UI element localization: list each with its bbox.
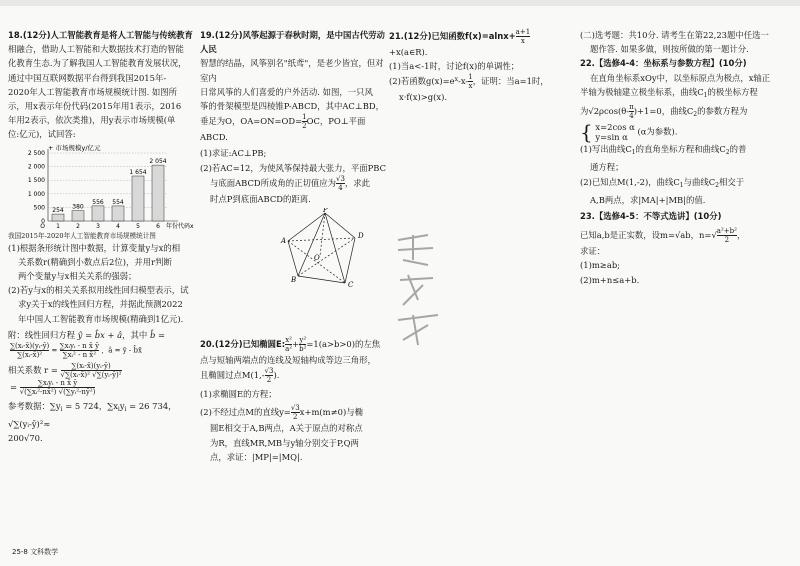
a-hat-formula: ，â = ȳ - b̂x̄ bbox=[101, 346, 142, 355]
q18-line: 通过中国互联网数据平台得到我国2015年- bbox=[8, 72, 167, 83]
q19-part: (2)若AC=12，为使风筝保持最大张力，平面PBC bbox=[200, 162, 386, 173]
correlation-formula-2 bbox=[8, 379, 200, 396]
q19-line: 日常风筝的人们喜爱的户外活动. 如图，一只风 bbox=[200, 86, 373, 97]
q21-line: 21.(12分)已知函数f(x)=alnx+ $\frac{a+1}{x}$ +x(a∈R). bbox=[389, 28, 531, 57]
q23-title: 23.【选修4-5：不等式选讲】(10分) bbox=[580, 211, 722, 222]
equals-sign: = bbox=[10, 382, 18, 393]
rms-frac: $\frac{\text{a²+b²}}{2}$ bbox=[716, 227, 737, 245]
index-i: i bbox=[60, 406, 63, 414]
q19-line: 筝的骨架模型是四棱锥P-ABCD，其中AC⊥BD， bbox=[200, 101, 384, 112]
b-hat-frac-2: $\frac{\text{∑xᵢyᵢ - n x̄ ȳ}}{\text{∑xᵢ² - n x̄²}}$ bbox=[59, 342, 100, 360]
question-21 bbox=[389, 28, 567, 105]
x-tick-label: 3 bbox=[96, 222, 100, 230]
q18-part: 求y关于x的线性回归方程，并据此预测2022 bbox=[18, 299, 183, 310]
regression-equation: ŷ = b̂x + â bbox=[77, 329, 123, 340]
q19-part: 时点P到底面ABCD的距离. bbox=[210, 193, 311, 204]
vertex-A-label: A bbox=[281, 237, 287, 246]
vertex-P-label: P bbox=[323, 208, 328, 215]
chart-bars bbox=[52, 158, 167, 230]
q18-part: (1)根据条形统计图中数据，计算变量y与x的相 bbox=[8, 242, 181, 253]
reference-data-end: 200√70. bbox=[8, 433, 43, 444]
x-tick-label: 6 bbox=[156, 222, 160, 230]
vertex-O-label: O bbox=[314, 254, 320, 263]
x-tick-label: 1 bbox=[56, 222, 60, 230]
b-hat-frac-1: $\frac{\text{∑(xᵢ-x̄)(yᵢ-ȳ)}}{\text{∑(xᵢ-x̄)²}}$ bbox=[10, 342, 50, 360]
q19-part: (1)求证:AC⊥PB; bbox=[200, 148, 267, 159]
index-i: i bbox=[124, 406, 127, 414]
corr-frac-2: $\frac{\text{∑xᵢyᵢ - n x̄ ȳ}}{\text{√(∑xᵢ²-nx̄²) √(∑yᵢ²-nȳ²)}}$ bbox=[19, 379, 96, 397]
q22-line: 在直角坐标系xOy中，以坐标原点为极点，x轴正 bbox=[590, 72, 771, 83]
equals-sign: = bbox=[51, 346, 58, 355]
q22-part: (2)已知点M(1,-2)，曲线$C_1$与曲线$C_2$相交于 bbox=[580, 176, 745, 189]
diag-AC bbox=[288, 241, 345, 283]
edge-BC bbox=[298, 276, 345, 283]
q22-part: 通方程； bbox=[590, 162, 624, 173]
bar bbox=[92, 206, 104, 221]
q18-line: 18.(12分)人工智能教育是将人工智能与传统教育 bbox=[8, 30, 193, 40]
subscript-1: 1 bbox=[631, 149, 636, 157]
elective-questions bbox=[580, 28, 785, 287]
q22-title: 22.【选修4-4：坐标系与参数方程】(10分) bbox=[580, 58, 747, 69]
subscript-1: 1 bbox=[703, 91, 708, 99]
sqrt3-over-2-frac: $\frac{√3}{2}$ bbox=[264, 367, 274, 385]
chart-caption: 我国2015年-2020年人工智能教育市场规模统计图 bbox=[8, 231, 156, 240]
q21-part: (1)当a<-1时，讨论f(x)的单调性； bbox=[389, 61, 520, 72]
question-19 bbox=[200, 28, 388, 464]
q18-line: 2020年人工智能教育市场规模统计图. 如图所 bbox=[8, 86, 178, 97]
q20-part: (2)不经过点M的直线y= $\frac{√3}{2}$ x+m(m≠0)与椭 bbox=[200, 404, 363, 422]
subscript-2: 2 bbox=[693, 111, 698, 119]
y-symbol: y bbox=[119, 401, 125, 412]
q22-line: 半轴为极轴建立极坐标系，曲线$C_1$的极坐标方程 bbox=[580, 86, 758, 99]
x2-over-a2: $\frac{\text{x²}}{\text{a²}}$ bbox=[285, 336, 293, 354]
param-system: x=2cos α y=sin α bbox=[595, 122, 635, 143]
q23-part: (2)m+n≤a+b. bbox=[580, 274, 640, 285]
correlation-formula: 相关系数 r = $\frac{\text{∑(xᵢ-x̄)(yᵢ-ȳ)}}{\text{√∑(xᵢ-x̄)² √∑(yᵢ-ȳ)²}}$ bbox=[8, 362, 122, 380]
q18-line: 化教育生态.为了解我国人工智能教育发展状况， bbox=[8, 58, 187, 69]
q19-line: 智慧的结晶，风筝别名"纸鸢"，是老少皆宜，但对室内 bbox=[200, 58, 384, 83]
y-tick-label: 0 bbox=[41, 217, 45, 225]
q19-part: 与底面ABCD所成角的正切值应为 $\frac{√3}{4}$ ，求此 bbox=[210, 174, 371, 192]
regression-formula: 附：线性回归方程 ŷ = b̂x + â，其中 b̂ = bbox=[8, 329, 166, 340]
q22-part: (1)写出曲线$C_1$的直角坐标方程和曲线$C_2$的普 bbox=[580, 144, 747, 157]
bar bbox=[72, 210, 84, 220]
one-over-x-frac: $\frac{1}{x}$ bbox=[468, 73, 473, 91]
q19-line: 垂足为O，OA=ON=OD= $\frac{1}{2}$ OC，PO⊥平面ABCD. bbox=[200, 113, 366, 143]
q18-part: (2)若y与x的相关关系拟用线性回归模型表示，试 bbox=[8, 285, 189, 296]
bar-value-label: 556 bbox=[92, 198, 104, 206]
bar bbox=[52, 214, 64, 221]
q20-part: 为R，直线MR,MB与y轴分别交于P,Q两 bbox=[210, 437, 359, 448]
question-20 bbox=[200, 336, 388, 464]
edge-PB bbox=[298, 213, 325, 276]
question-18 bbox=[8, 28, 200, 446]
q21-part: x·f(x)>g(x). bbox=[399, 92, 448, 103]
y-tick-label: 500 bbox=[33, 204, 45, 212]
a-plus-1-over-x: $\frac{a+1}{x}$ bbox=[515, 28, 531, 45]
bar-value-label: 380 bbox=[72, 203, 84, 211]
b-hat-symbol: b̂ = bbox=[149, 329, 166, 340]
top-edge-strip bbox=[0, 0, 800, 6]
q23-line: 求证： bbox=[580, 246, 606, 257]
q21-part: (2)若函数$g(x)=e^x-x-$ $\frac{1}{x}$ ，证明：当a=1时， bbox=[389, 73, 549, 91]
q20-part: (1)求椭圆E的方程； bbox=[200, 389, 277, 400]
question-23 bbox=[580, 209, 785, 287]
corr-frac-1: $\frac{\text{∑(xᵢ-x̄)(yᵢ-ȳ)}}{\text{√∑(xᵢ-x̄)² √∑(yᵢ-ȳ)²}}$ bbox=[60, 362, 122, 380]
y2-over-b2: $\frac{\text{y²}}{\text{b²}}$ bbox=[299, 336, 307, 354]
x-tick-label: 5 bbox=[136, 222, 140, 230]
q22-line: 为√2ρcos(θ- $\frac{\pi}{4}$ )+1=0，曲线$C_2$的参数方程为 bbox=[580, 103, 748, 121]
q20-line: 20.(12分)已知椭圆E: $\frac{\text{x²}}{\text{a²}}$ + $\frac{\text{y²}}{\text{b²}}$ =1(a>b>0)的左焦 bbox=[200, 336, 381, 354]
vertex-D-label: D bbox=[358, 232, 364, 241]
exponent-x: x bbox=[454, 76, 458, 84]
y-tick-label: 2 500 bbox=[27, 149, 45, 157]
vertex-B-label: B bbox=[291, 276, 297, 285]
q22-param-eq: { x=2cos α y=sin α (α为参数). bbox=[580, 120, 678, 145]
x-tick-label: 2 bbox=[76, 222, 80, 230]
diag-BD bbox=[298, 238, 355, 276]
subscript-2: 2 bbox=[715, 181, 719, 189]
y-tick-label: 2 000 bbox=[27, 163, 45, 171]
q18-part: 关系数r(精确到小数点后2位)，并用r判断 bbox=[18, 256, 172, 267]
page-footer: 25-8 文科数学 bbox=[12, 548, 59, 556]
x-axis-label: 年份代码x bbox=[166, 222, 194, 230]
q18-part: 两个变量y与x相关关系的强弱； bbox=[18, 271, 137, 282]
q23-line: 已知a,b是正实数，设m=√ab，n=√ $\frac{\text{a²+b²}}{2}$ ， bbox=[580, 227, 746, 245]
bar-value-label: 2 054 bbox=[149, 157, 167, 165]
bar-value-label: 1 654 bbox=[129, 168, 147, 176]
chart-title: + 市场规模y/亿元 bbox=[48, 143, 101, 152]
pi-over-4-frac: $\frac{\pi}{4}$ bbox=[629, 103, 634, 121]
q18-part: 年中国人工智能教育市场规模(精确到1亿元). bbox=[18, 313, 184, 324]
bar-value-label: 554 bbox=[112, 198, 124, 206]
handwritten-seal-watermark bbox=[388, 230, 458, 350]
edge-PA bbox=[288, 213, 325, 241]
sqrt3-over-2-frac: $\frac{√3}{2}$ bbox=[290, 404, 300, 422]
q22-part: A,B两点，求|MA|+|MB|的值. bbox=[590, 194, 706, 205]
origin-label: O bbox=[40, 222, 45, 230]
edge-CD bbox=[345, 238, 355, 283]
bar bbox=[112, 206, 124, 221]
subscript-2: 2 bbox=[725, 149, 730, 157]
elective-instruction: 题作答. 如果多做，则按所做的第一题计分. bbox=[590, 44, 749, 55]
sqrt-sum-y: √∑(yᵢ-ȳ)² bbox=[8, 419, 44, 430]
edge-AB bbox=[288, 241, 298, 276]
vertex-C-label: C bbox=[348, 281, 354, 289]
one-half-frac: $\frac{1}{2}$ bbox=[302, 113, 307, 131]
subscript-1: 1 bbox=[679, 181, 684, 189]
q20-part: 点，求证：|MP|=|MQ|. bbox=[210, 451, 303, 462]
q20-part: 圆E相交于A,B两点，A关于原点的对称点 bbox=[210, 423, 363, 434]
edge-PC bbox=[325, 213, 345, 283]
index-i: i bbox=[117, 406, 120, 414]
question-22 bbox=[580, 56, 785, 207]
b-hat-formulas bbox=[8, 342, 200, 359]
edge-AD bbox=[288, 238, 355, 241]
bar-value-label: 254 bbox=[52, 206, 64, 214]
q19-line: 19.(12分)风筝起源于春秋时期，是中国古代劳动人民 bbox=[200, 30, 385, 55]
edge-PD bbox=[325, 213, 355, 238]
bar bbox=[152, 165, 164, 221]
y-tick-label: 1 000 bbox=[27, 190, 45, 198]
sqrt3-over-4-frac: $\frac{√3}{4}$ bbox=[335, 174, 345, 192]
market-size-bar-chart bbox=[8, 143, 198, 233]
elective-instruction: (二)选考题：共10分. 请考生在第22,23题中任选一 bbox=[580, 30, 769, 40]
q20-line: 且椭圆过点M(1,- $\frac{√3}{2}$ ). bbox=[200, 367, 280, 385]
q23-part: (1)m≥ab; bbox=[580, 260, 620, 271]
q18-line: 示，用x表示年份代码(2015年用1表示，2016 bbox=[8, 101, 182, 112]
q18-line: 相融合，借助人工智能和大数据技术打造的智能 bbox=[8, 44, 184, 55]
reference-data: 参考数据：$\sum y_i = 5$ 724，$\sum x_iy_i = 26$ 734， √∑(yᵢ-ȳ)²≈ bbox=[8, 401, 177, 430]
q20-line: 点与短轴两端点的连线及短轴构成等边三角形， bbox=[200, 355, 376, 366]
y-tick-label: 1 500 bbox=[27, 176, 45, 184]
left-brace: { bbox=[580, 120, 593, 145]
q18-line: 年用2表示，依次类推)，用y表示市场规模(单 bbox=[8, 115, 176, 126]
q18-line: 位:亿元)，试回答: bbox=[8, 129, 76, 140]
bar bbox=[132, 176, 144, 221]
kite-pyramid-diagram bbox=[200, 208, 380, 288]
x-tick-label: 4 bbox=[116, 222, 120, 230]
